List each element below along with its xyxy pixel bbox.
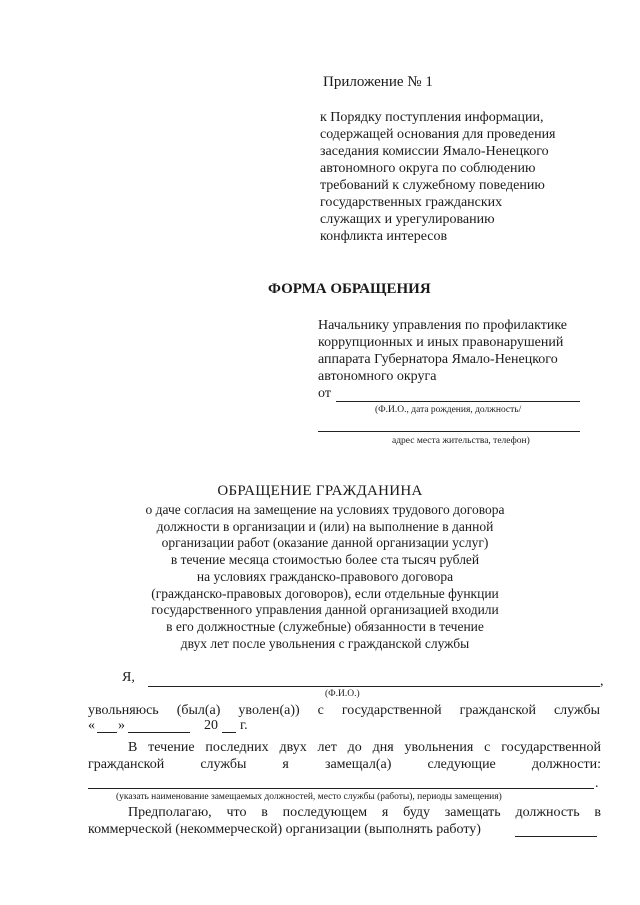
positions-text-2: гражданской службы я замещал(а) следующие должности: <box>88 757 601 772</box>
year-suffix: г. <box>240 718 248 733</box>
addressee-line: автономного округа <box>318 369 437 384</box>
positions-hint: (указать наименование замещаемых должностей, место службы (работы), периоды замещения) <box>116 792 502 802</box>
addressee-line: аппарата Губернатора Ямало-Ненецкого <box>318 352 558 367</box>
form-title: ФОРМА ОБРАЩЕНИЯ <box>268 281 431 297</box>
dismissal-text: увольняюсь (был(а) уволен(а)) с государственной гражданской службы <box>88 703 600 718</box>
from-label: от <box>318 386 331 401</box>
subject-line: двух лет после увольнения с гражданской службы <box>180 635 470 651</box>
order-line: автономного округа по соблюдению <box>320 161 536 176</box>
appeal-title: ОБРАЩЕНИЕ ГРАЖДАНИНА <box>217 483 423 499</box>
subject-line: должности в организации и (или) на выполнение в данной <box>156 518 494 534</box>
assume-text-1: Предполагаю, что в последующем я буду замещать должность в <box>128 805 601 820</box>
appeal-subject <box>130 502 520 652</box>
fio-hint: (Ф.И.О.) <box>325 689 360 699</box>
order-line: к Порядку поступления информации, <box>320 110 544 125</box>
order-line: служащих и урегулированию <box>320 212 495 227</box>
i-label: Я, <box>122 670 135 685</box>
from-field-line[interactable] <box>336 401 580 402</box>
addressee-line: Начальнику управления по профилактике <box>318 318 567 333</box>
day-field-line[interactable] <box>97 732 117 733</box>
subject-line: государственного управления данной организацией входили <box>151 602 499 618</box>
fio-field-line[interactable] <box>148 686 600 687</box>
from-hint: (Ф.И.О., дата рождения, должность/ <box>375 405 522 415</box>
subject-line: в течение месяца стоимостью более ста тысяч рублей <box>170 552 480 568</box>
subject-line: о даче согласия на замещение на условиях трудового договора <box>145 502 505 517</box>
order-reference <box>320 109 590 245</box>
month-field-line[interactable] <box>128 732 190 733</box>
addressee-block <box>318 317 608 385</box>
assume-text-2: коммерческой (некоммерческой) организации (выполнять работу) <box>88 822 481 837</box>
appendix-label: Приложение № 1 <box>323 74 433 90</box>
order-line: государственных гражданских <box>320 195 503 210</box>
year-field-line[interactable] <box>222 732 236 733</box>
address-field-line[interactable] <box>318 431 580 432</box>
year-label: 20 <box>204 718 218 733</box>
order-line: содержащей основания для проведения <box>320 127 556 142</box>
work-field-line[interactable] <box>515 836 597 837</box>
order-line: требований к служебному поведению <box>320 178 545 193</box>
subject-line: (гражданско-правовых договоров), если отдельные функции <box>151 585 499 601</box>
positions-text-1: В течение последних двух лет до дня увольнения с государственной <box>128 740 601 755</box>
date-close-quote: » <box>118 718 125 733</box>
subject-line: организации работ (оказание данной организации услуг) <box>161 535 489 551</box>
order-line: конфликта интересов <box>320 229 448 244</box>
order-line: заседания комиссии Ямало-Ненецкого <box>320 144 549 159</box>
address-hint: адрес места жительства, телефон) <box>392 436 530 446</box>
subject-line: в его должностные (служебные) обязанности в течение <box>166 618 484 634</box>
date-open-quote: « <box>88 718 95 733</box>
positions-field-line[interactable] <box>88 788 594 789</box>
subject-line: на условиях гражданско-правового договора <box>196 568 454 584</box>
addressee-line: коррупционных и иных правонарушений <box>318 335 564 350</box>
